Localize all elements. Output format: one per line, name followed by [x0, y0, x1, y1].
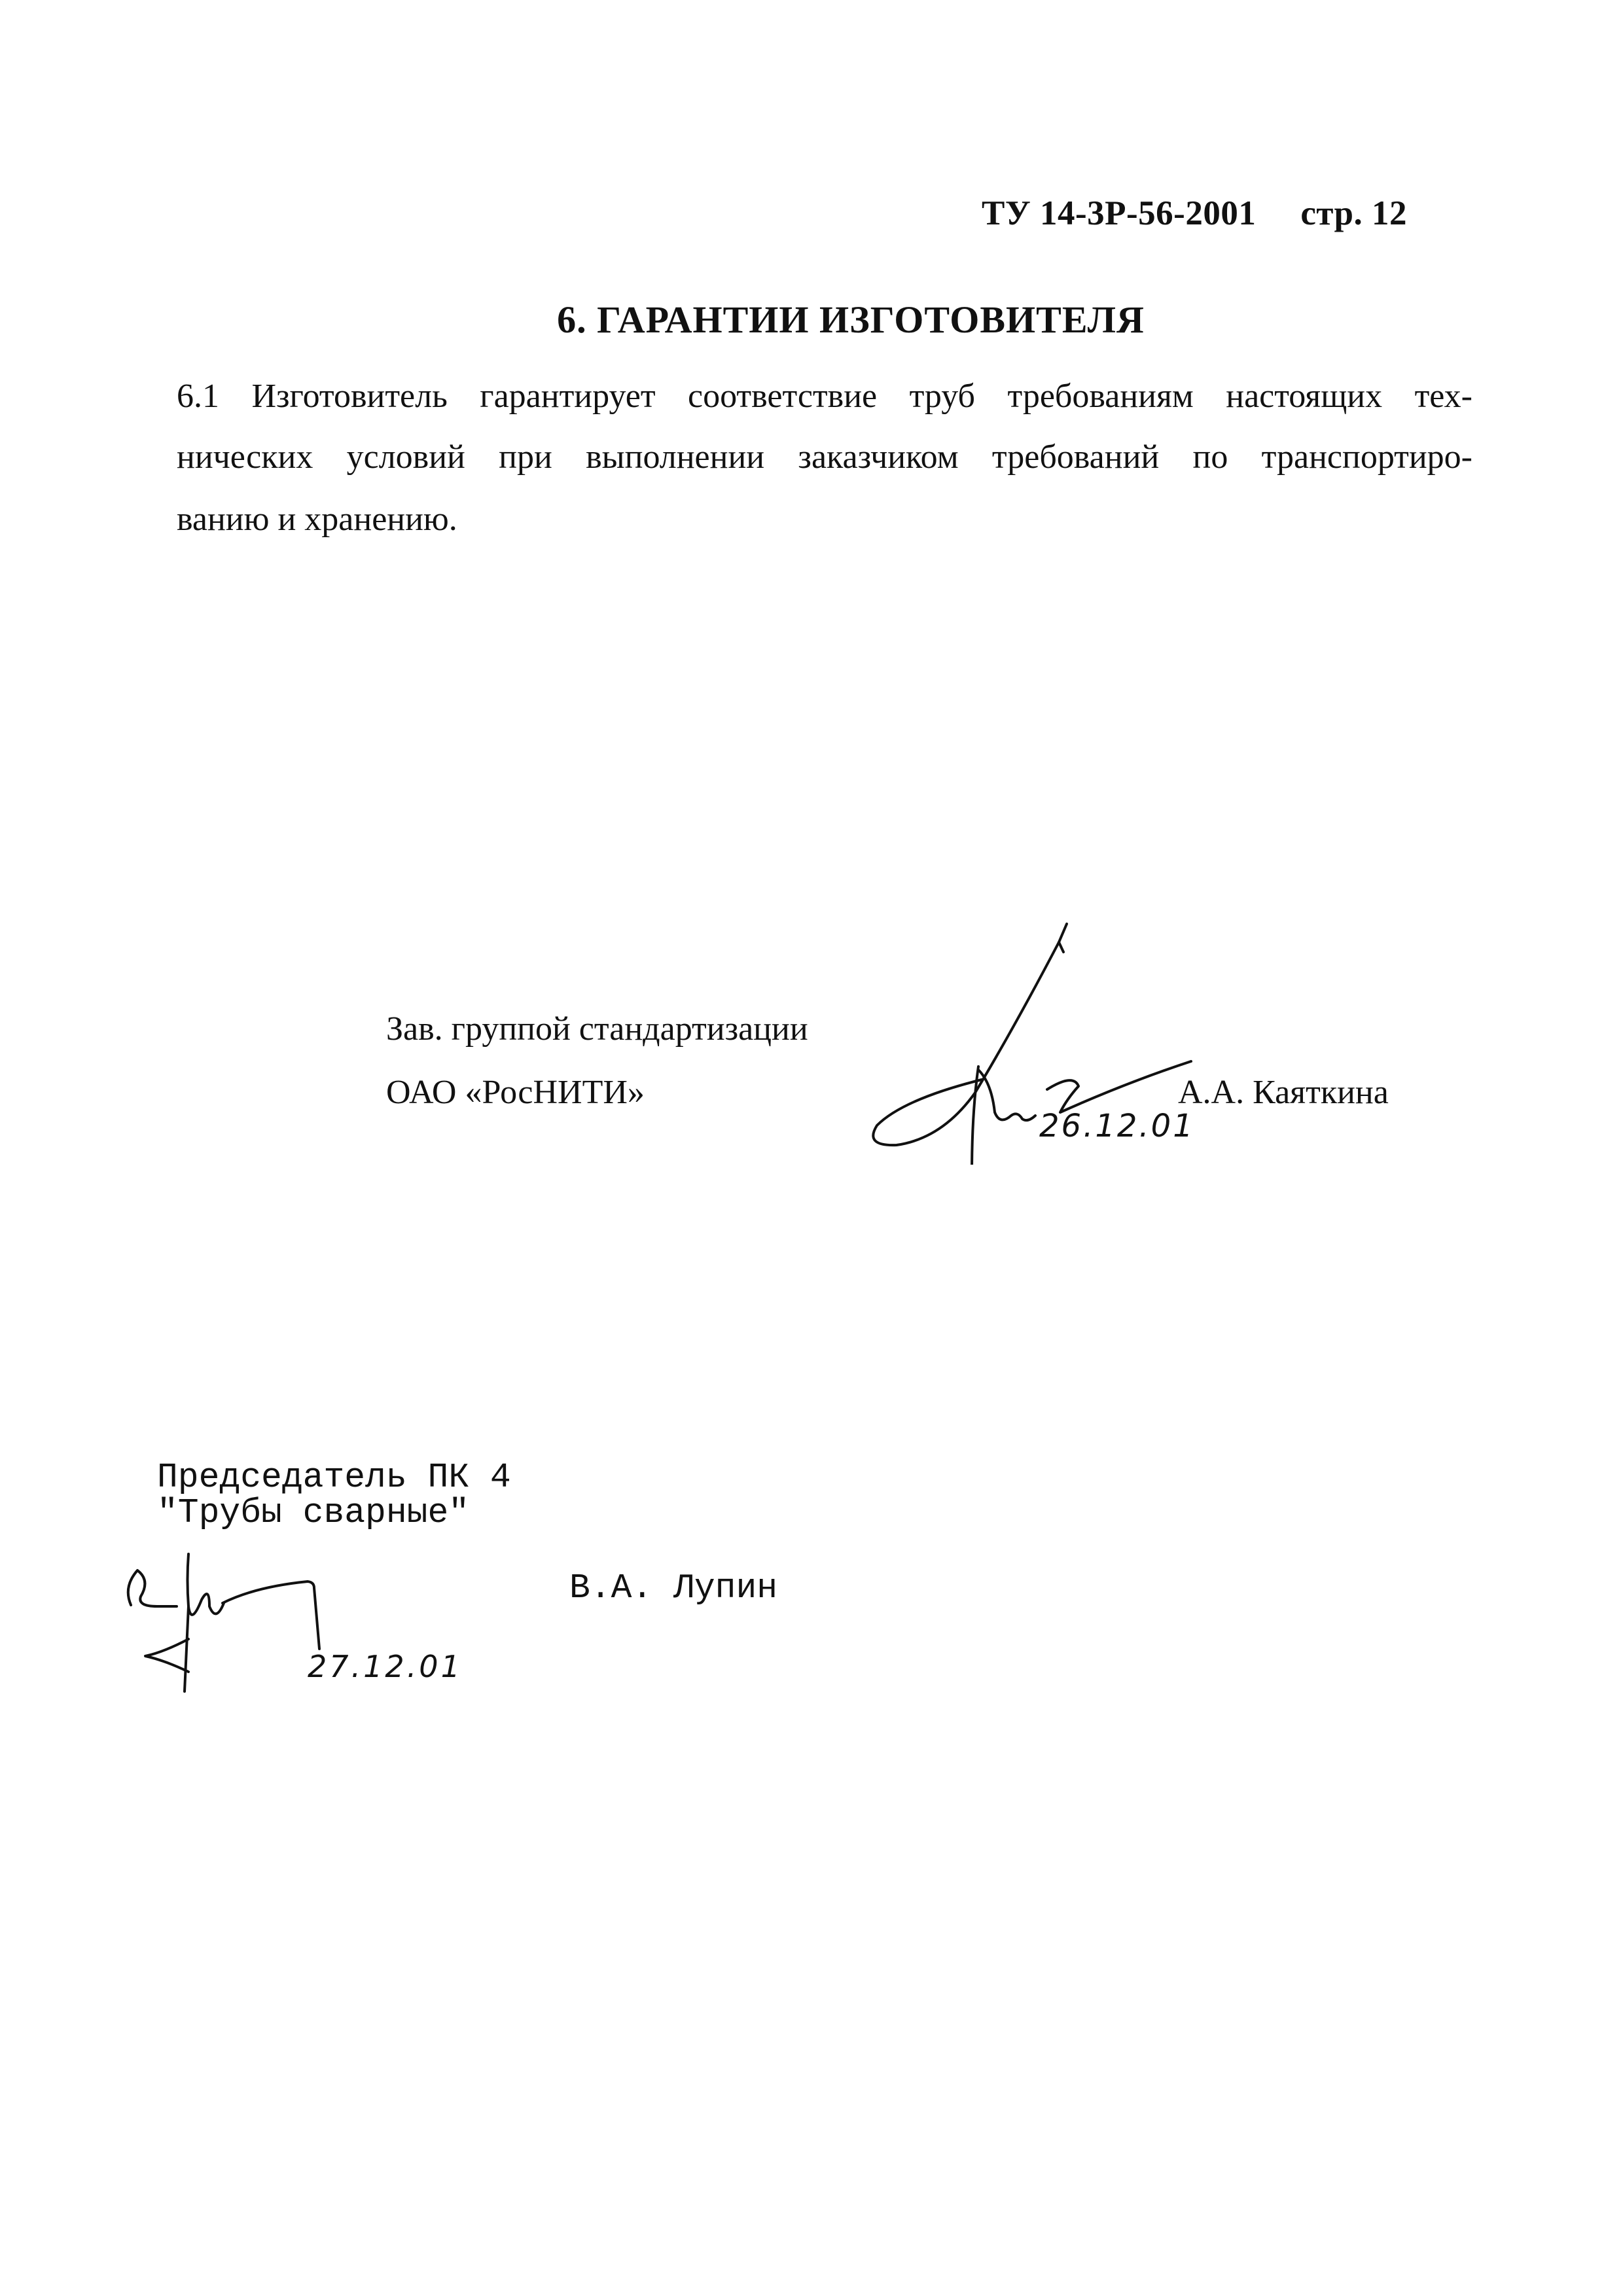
- paragraph-line: ванию и хранению.: [177, 501, 457, 538]
- section-title: 6. ГАРАНТИИ ИЗГОТОВИТЕЛЯ: [557, 298, 1145, 341]
- doc-code: ТУ 14-3Р-56-2001: [982, 194, 1257, 232]
- document-header: [982, 194, 1407, 233]
- approver-position: Зав. группой стандартизации: [386, 1010, 808, 1048]
- approver-organization: ОАО «РосНИТИ»: [386, 1074, 645, 1111]
- paragraph-line: нических условий при выполнении заказчиком требований по транспортиро-: [177, 438, 1472, 476]
- approver-name: А.А. Каяткина: [1178, 1074, 1389, 1111]
- committee-name: "Трубы сварные": [157, 1493, 470, 1532]
- signature-date: 26.12.01: [1039, 1108, 1195, 1144]
- chairman-name: В.А. Лупин: [569, 1568, 778, 1608]
- chairman-position: Председатель ПК 4: [157, 1458, 511, 1497]
- paragraph-line: 6.1 Изготовитель гарантирует соответствие труб требованиям настоящих тех-: [177, 378, 1472, 415]
- page-reference: стр. 12: [1300, 194, 1408, 232]
- signature-date: 27.12.01: [308, 1649, 463, 1684]
